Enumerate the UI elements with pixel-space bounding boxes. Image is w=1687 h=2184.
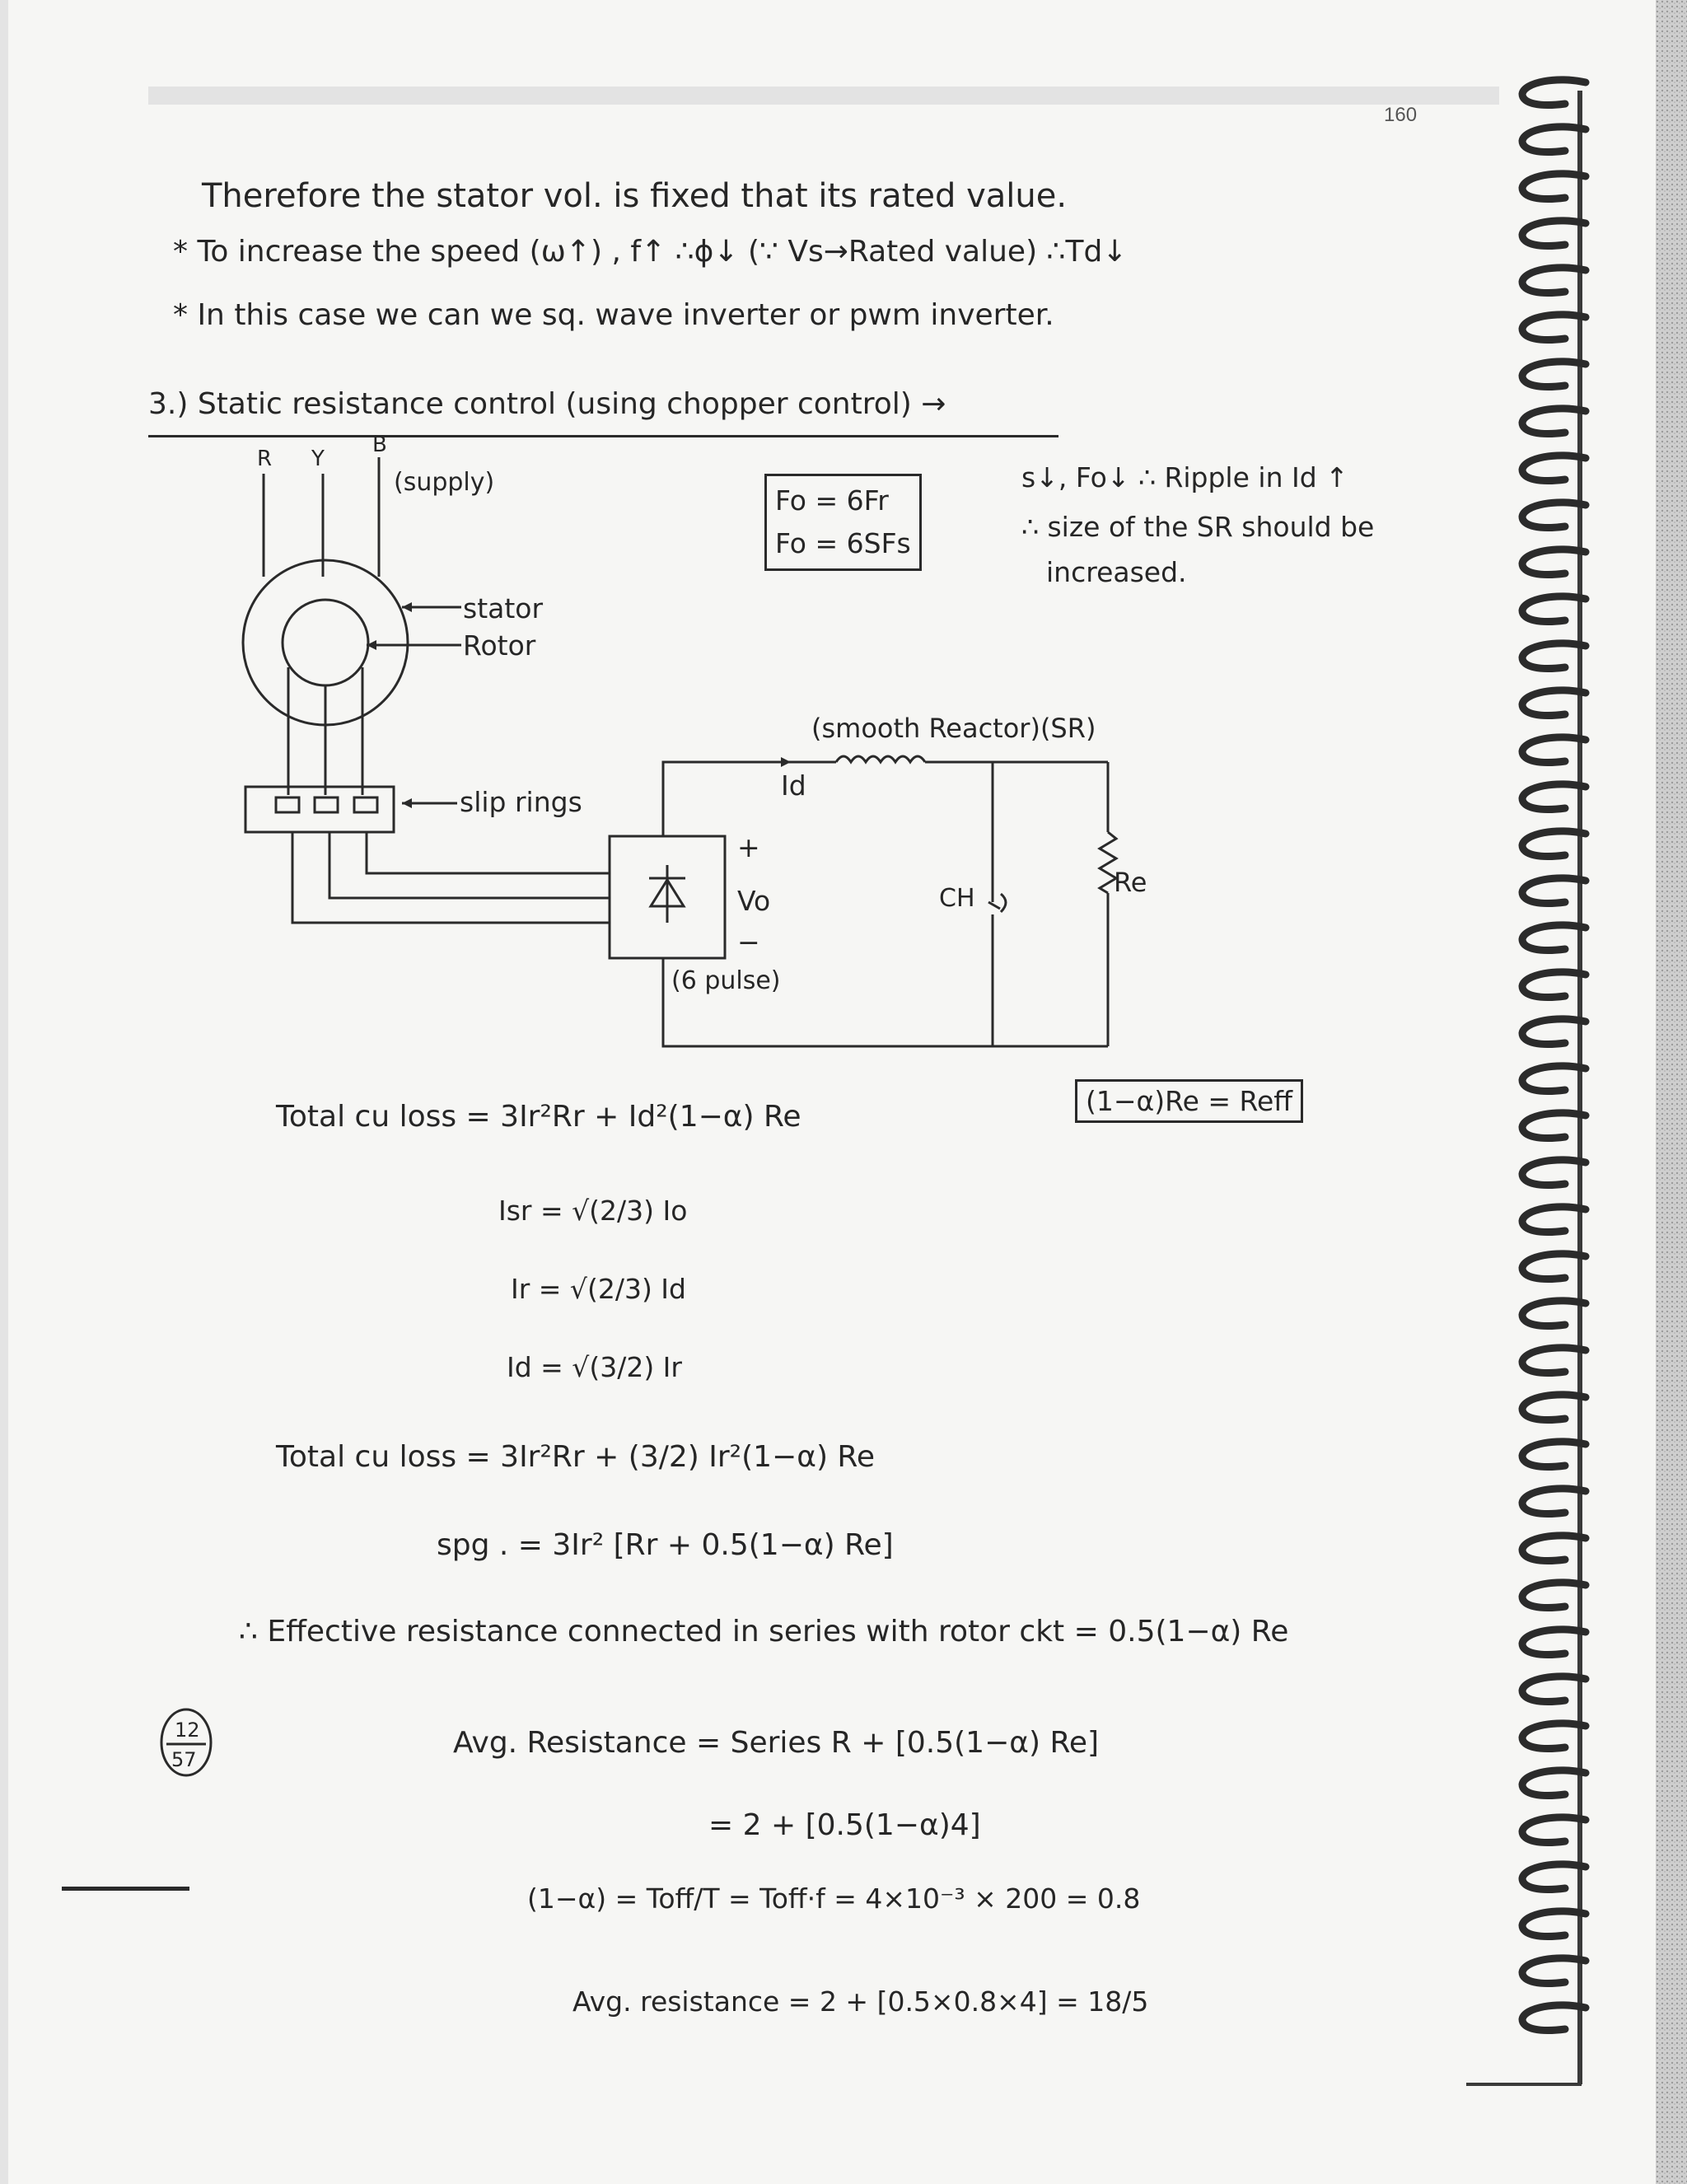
re-label: Re [1114, 867, 1147, 898]
phase-r-label: R [257, 447, 273, 471]
rotor-label: Rotor [463, 629, 536, 662]
toff-eq: (1−α) = Toff/T = Toff·f = 4×10⁻³ × 200 = 0.8 [527, 1882, 1141, 1915]
chopper-label: CH [939, 884, 975, 913]
frequency-line-2: Fo = 6SFs [775, 527, 911, 559]
intro-line-2: * To increase the speed (ω↑) , f↑ ∴ϕ↓ (∵ Vs→Rated value) ∴Td↓ [173, 235, 1128, 269]
ripple-note-1: s↓, Fo↓ ∴ Ripple in Id ↑ [1021, 461, 1348, 493]
ir-eq: Ir = √(2/3) Id [511, 1273, 686, 1305]
vo-plus-label: + [737, 831, 760, 863]
isr-eq: Isr = √(2/3) Io [498, 1195, 688, 1227]
sliprings-label: slip rings [460, 786, 582, 818]
section-heading: 3.) Static resistance control (using chopper control) → [148, 387, 946, 421]
margin-mark [155, 1705, 221, 1779]
spg-eq: spg . = 3Ir² [Rr + 0.5(1−α) Re] [437, 1528, 894, 1562]
vo-label: Vo [737, 885, 771, 917]
effective-resistance: ∴ Effective resistance connected in series with rotor ckt = 0.5(1−α) Re [239, 1615, 1289, 1649]
margin-mark-bottom: 57 [171, 1748, 197, 1771]
intro-line-1: Therefore the stator vol. is fixed that its rated value. [202, 177, 1068, 215]
avg-resistance-1: Avg. Resistance = Series R + [0.5(1−α) Re] [453, 1726, 1100, 1760]
intro-line-3: * In this case we can we sq. wave inverter or pwm inverter. [173, 298, 1054, 332]
ripple-note-2: ∴ size of the SR should be [1021, 511, 1375, 543]
stator-label: stator [463, 592, 544, 624]
phase-y-label: Y [311, 447, 325, 471]
phase-b-label: B [372, 433, 387, 457]
id-current-label: Id [781, 769, 806, 802]
ripple-note-3: increased. [1046, 556, 1187, 588]
avg-resistance-3: Avg. resistance = 2 + [0.5×0.8×4] = 18/5 [572, 1985, 1149, 2018]
smooth-reactor-label: (smooth Reactor)(SR) [811, 713, 1096, 744]
reff-box: (1−α)Re = Reff [1075, 1079, 1303, 1123]
page-number: 160 [1384, 104, 1418, 126]
avg-resistance-2: = 2 + [0.5(1−α)4] [708, 1808, 981, 1842]
total-loss-eq-1: Total cu loss = 3Ir²Rr + Id²(1−α) Re [276, 1100, 801, 1134]
vo-minus-label: − [737, 926, 760, 958]
id-eq: Id = √(3/2) Ir [507, 1351, 682, 1383]
six-pulse-label: (6 pulse) [671, 966, 781, 995]
frequency-line-1: Fo = 6Fr [775, 484, 889, 517]
total-loss-eq-2: Total cu loss = 3Ir²Rr + (3/2) Ir²(1−α) Re [276, 1440, 875, 1474]
margin-dash [62, 1887, 189, 1891]
margin-mark-top: 12 [175, 1719, 200, 1742]
supply-label: (supply) [394, 468, 495, 497]
